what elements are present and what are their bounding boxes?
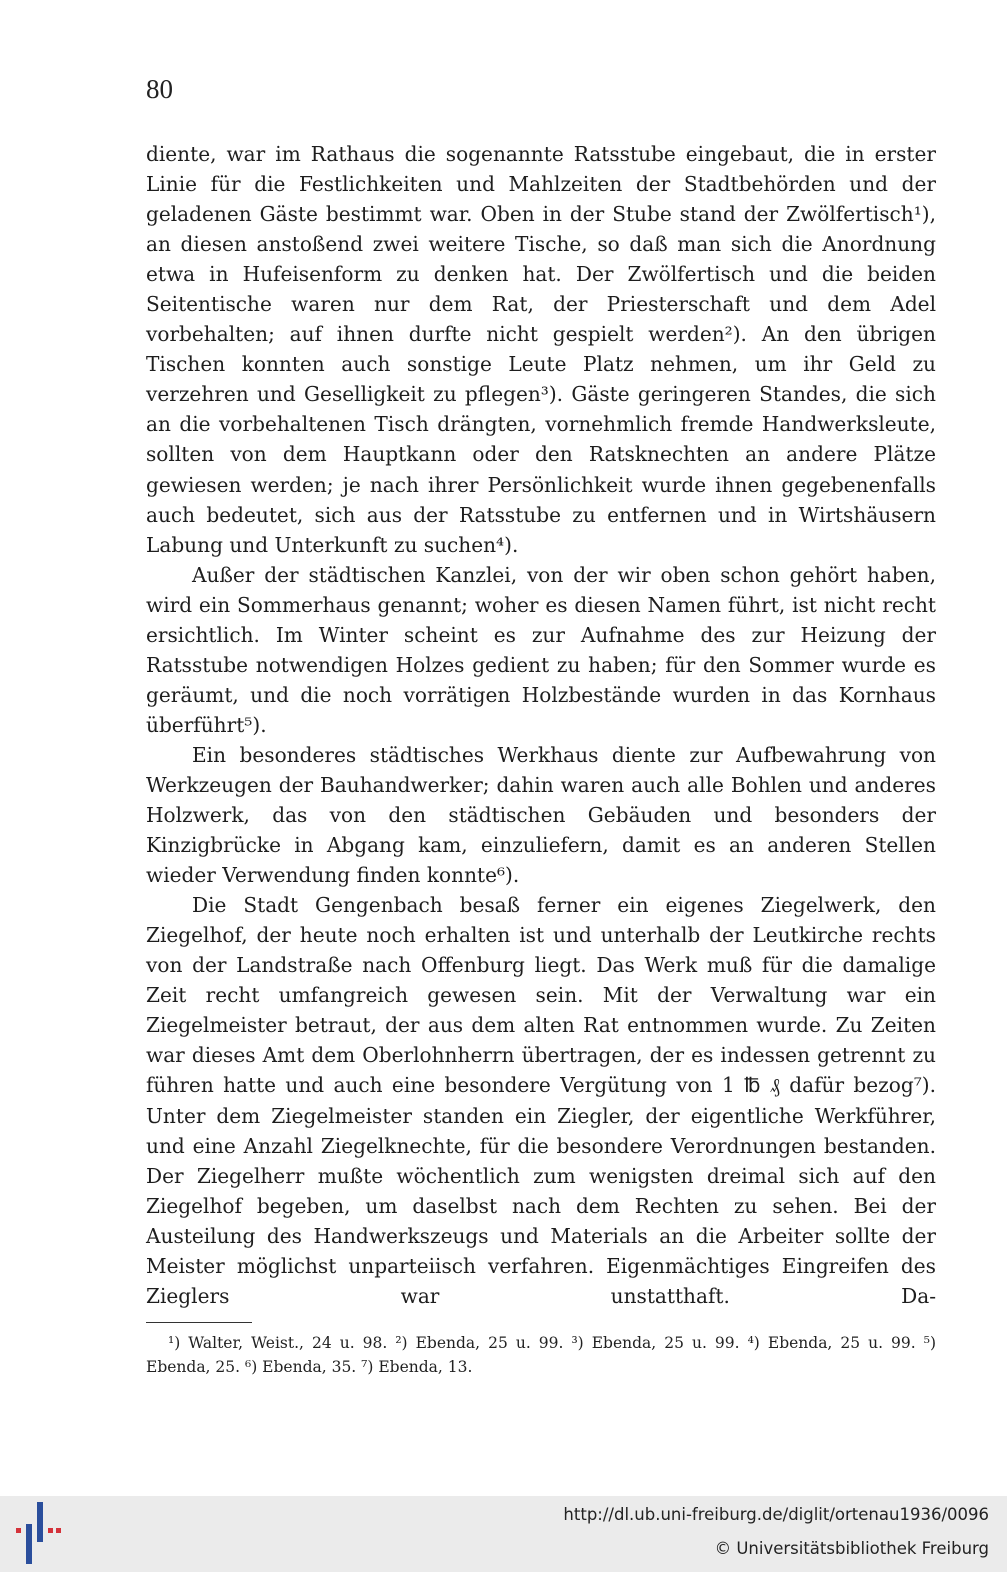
paragraph-3: Ein besonderes städtisches Werkhaus diente zur Aufbewahrung von Werkzeugen der Bauhandwerker; dahin waren auch alle Bohlen und anderes Holzwerk, das von den städtischen Gebäuden und besonders der Kinzigbrücke in Abgang kam, einzuliefern, damit es an anderen Stellen wieder Verwendung finden konnte⁶). xyxy=(146,742,936,888)
paragraph-4: Die Stadt Gengenbach besaß ferner ein eigenes Ziegelwerk, den Ziegelhof, der heute noch erhalten ist und unterhalb der Leutkirche rechts von der Landstraße nach Offenburg liegt. Das Werk muß für die damalige Zeit recht umfangreich gewesen sein. Mit der Verwaltung war ein Ziegelmeister betraut, der aus dem alten Rat entnommen wurde. Zu Zeiten war dieses Amt dem Oberlohnherrn übertragen, der es indessen getrennt zu führen hatte und auch eine besondere Vergütung von 1 ℔ ₰ dafür bezog⁷). Unter dem Ziegelmeister standen ein Ziegler, der eigentliche Werkführer, und eine Anzahl Ziegelknechte, für die besondere Verordnungen bestanden. Der Ziegelherr mußte wöchentlich zum wenigsten dreimal sich auf den Ziegelhof begeben, um daselbst nach dem Rechten zu sehen. Bei der Austeilung des Handwerkszeugs und Materials an die Arbeiter sollte der Meister möglichst unparteiisch verfahren. Eigenmächtiges Eingreifen des Zieglers war unstatthaft. Da- xyxy=(146,893,936,1308)
source-url-link[interactable]: http://dl.ub.uni-freiburg.de/diglit/ortenau1936/0096 xyxy=(563,1505,989,1524)
paragraph-2: Außer der städtischen Kanzlei, von der wir oben schon gehört haben, wird ein Sommerhaus genannt; woher es diesen Namen führt, ist nicht recht ersichtlich. Im Winter scheint es zur Aufnahme des zur Heizung der Ratsstube notwendigen Holzes gedient zu haben; für den Sommer wurde es geräumt, und die noch vorrätigen Holzbestände wurden in das Kornhaus überführt⁵). xyxy=(146,562,936,737)
body-text xyxy=(146,139,936,1311)
footnotes: ¹) Walter, Weist., 24 u. 98. ²) Ebenda, 25 u. 99. ³) Ebenda, 25 u. 99. ⁴) Ebenda, 25 u. 99. ⁵) Ebenda, 25. ⁶) Ebenda, 35. ⁷) Ebenda, 13. xyxy=(146,1334,936,1376)
ub-freiburg-logo-icon xyxy=(12,1502,66,1564)
paragraph-1: diente, war im Rathaus die sogenannte Ratsstube eingebaut, die in erster Linie für die Festlichkeiten und Mahlzeiten der Stadtbehörden und der geladenen Gäste bestimmt war. Oben in der Stube stand der Zwölfertisch¹), an diesen anstoßend zwei weitere Tische, so daß man sich die Anordnung etwa in Hufeisenform zu denken hat. Der Zwölfertisch und die beiden Seitentische waren nur dem Rat, der Priesterschaft und dem Adel vorbehalten; auf ihnen durfte nicht gespielt werden²). An den übrigen Tischen konnten auch sonstige Leute Platz nehmen, um ihr Geld zu verzehren und Geselligkeit zu pflegen³). Gäste geringeren Standes, die sich an die vorbehaltenen Tisch drängten, vornehmlich fremde Handwerksleute, sollten von dem Hauptkann oder den Ratsknechten an andere Plätze gewiesen werden; je nach ihrer Persönlichkeit wurde ihnen gegebenenfalls auch bedeutet, sich aus der Ratsstube zu entfernen und in Wirtshäusern Labung und Unterkunft zu suchen⁴). xyxy=(146,142,936,557)
footnote-divider xyxy=(146,1322,252,1323)
copyright-notice: © Universitätsbibliothek Freiburg xyxy=(714,1539,989,1558)
page-number: 80 xyxy=(146,74,173,104)
